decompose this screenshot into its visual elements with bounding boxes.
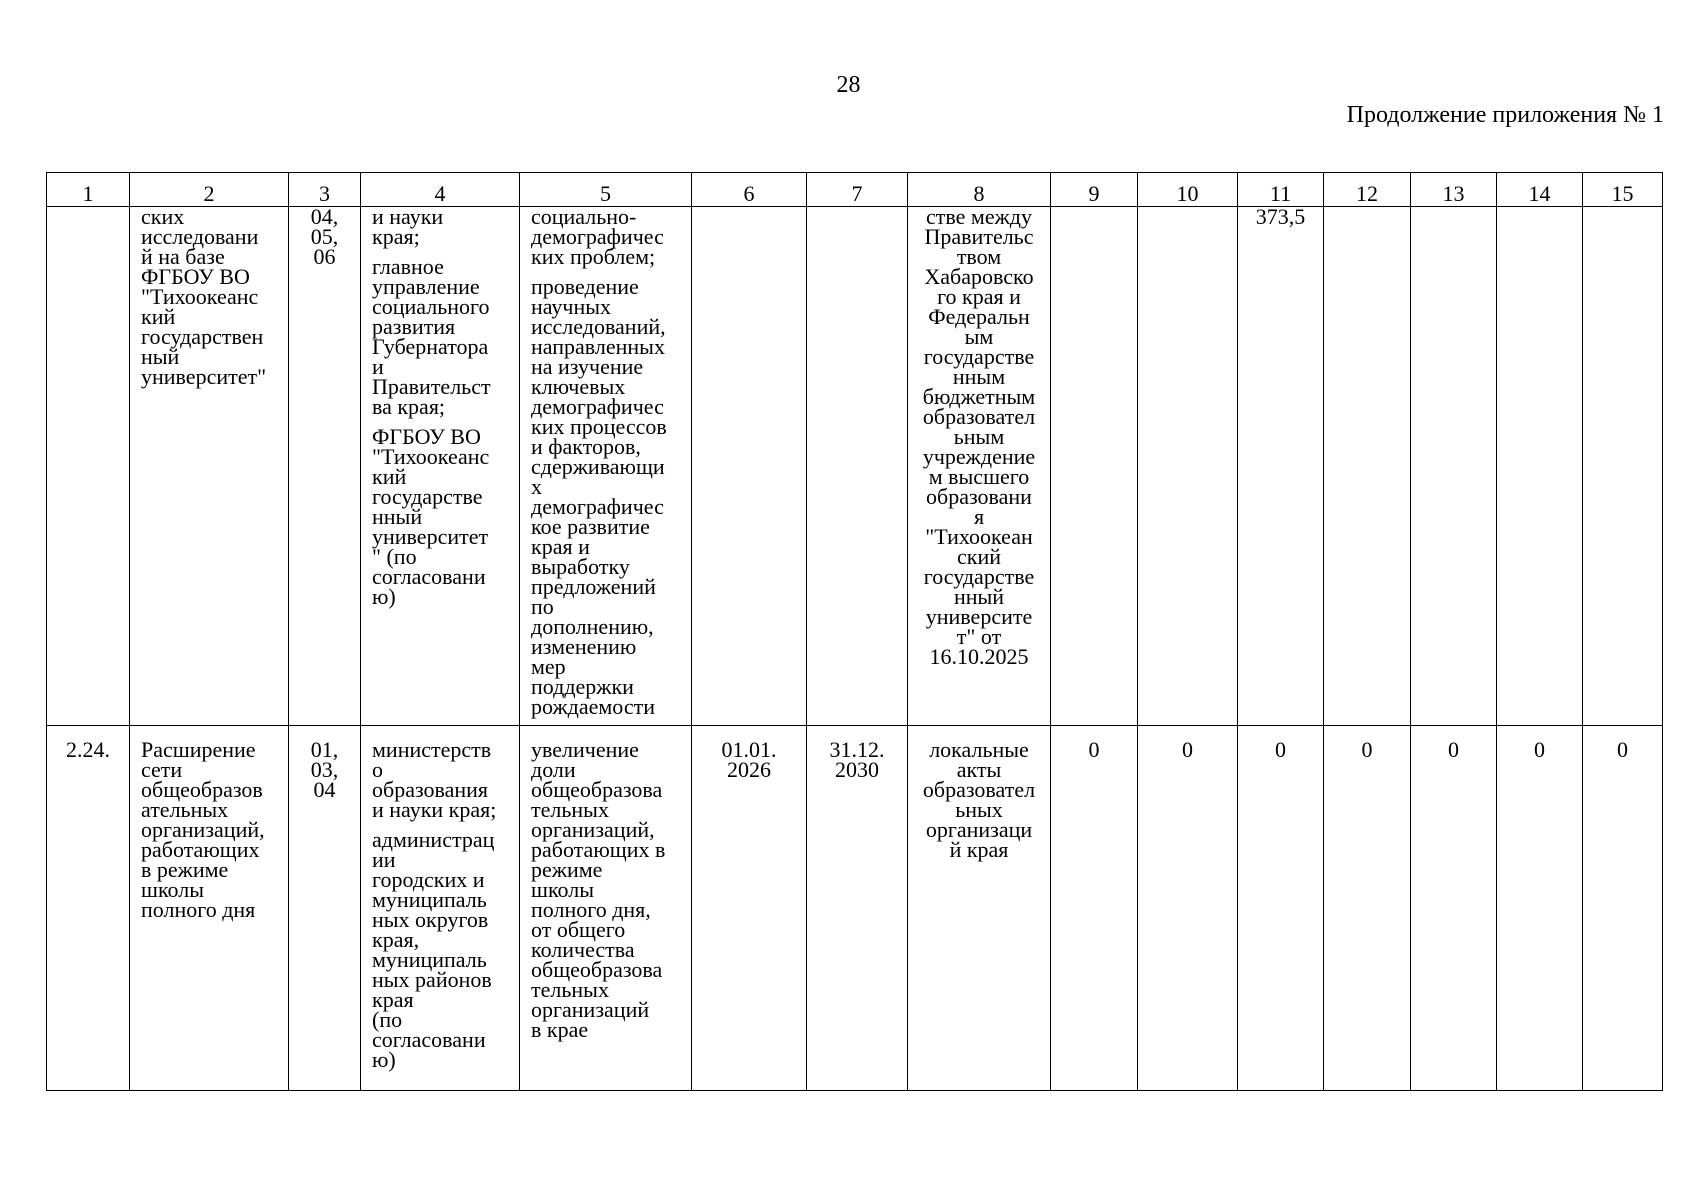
table-row-continued bbox=[47, 207, 1663, 726]
table-header bbox=[47, 173, 1663, 207]
cell-value-11 bbox=[1238, 726, 1324, 1091]
executor-paragraph: и науки края; bbox=[372, 204, 444, 249]
header-col-15: 15 bbox=[1583, 173, 1663, 207]
cell-number bbox=[47, 207, 130, 726]
cell-text: 373,5 bbox=[1255, 204, 1306, 229]
header-col-6: 6 bbox=[692, 173, 807, 207]
cell-text: 01.01. 2026 bbox=[721, 737, 777, 782]
cell-end-date bbox=[807, 207, 908, 726]
cell-value-15 bbox=[1583, 207, 1663, 726]
cell-expected-result bbox=[520, 204, 692, 726]
cell-activity-name bbox=[130, 726, 289, 1091]
header-row bbox=[47, 173, 1663, 207]
cell-value-14 bbox=[1497, 207, 1583, 726]
header-col-3: 3 bbox=[289, 173, 361, 207]
cell-text: увеличение доли общеобразова тельных организаций, работающих в режиме школы полного дня, от общего количества общеобразова тельных организаций в крае bbox=[531, 737, 666, 1042]
table-row-2-24 bbox=[47, 726, 1663, 1091]
cell-value-11 bbox=[1238, 204, 1324, 726]
cell-text: 2.24. bbox=[66, 737, 110, 762]
cell-start-date bbox=[692, 726, 807, 1091]
result-paragraph: проведение научных исследований, направленных на изучение ключевых демографичес ких процессов и факторов, сдерживающи х демографичес кое развитие края и выработку предложений по дополнению, изменению мер поддержки рождаемости bbox=[531, 274, 667, 719]
cell-value-9 bbox=[1051, 207, 1138, 726]
cell-executors bbox=[361, 204, 520, 726]
executor-paragraph: министерств о образования и науки края; bbox=[372, 737, 497, 822]
cell-basis-document bbox=[908, 726, 1051, 1091]
cell-value-15 bbox=[1583, 726, 1663, 1091]
cell-text: 0 bbox=[1448, 737, 1459, 762]
header-col-1: 1 bbox=[47, 173, 130, 207]
header-col-4: 4 bbox=[361, 173, 520, 207]
header-col-2: 2 bbox=[130, 173, 289, 207]
executor-paragraph: главное управление социального развития Губернатора и Правительст ва края; bbox=[372, 254, 491, 419]
cell-text: 0 bbox=[1088, 737, 1100, 762]
cell-value-12 bbox=[1324, 207, 1411, 726]
appendix-table bbox=[46, 172, 1663, 1091]
cell-value-10 bbox=[1138, 207, 1238, 726]
cell-value-12 bbox=[1324, 726, 1411, 1091]
header-col-7: 7 bbox=[807, 173, 908, 207]
header-col-13: 13 bbox=[1411, 173, 1497, 207]
result-paragraph: социально- демографичес ких проблем; bbox=[531, 204, 664, 269]
cell-basis-document bbox=[908, 204, 1051, 726]
cell-text: 0 bbox=[1534, 737, 1545, 762]
header-col-9: 9 bbox=[1051, 173, 1138, 207]
cell-text: ских исследовани й на базе ФГБОУ ВО "Тихоокеанс кий государствен ный университет" bbox=[141, 204, 267, 389]
appendix-continuation-note: Продолжение приложения № 1 bbox=[1346, 102, 1664, 128]
cell-codes bbox=[289, 204, 361, 726]
executor-paragraph: администрац ии городских и муниципаль ных округов края, муниципаль ных районов края (по согласовани ю) bbox=[372, 827, 495, 1072]
cell-text: стве между Правительс твом Хабаровско го края и Федеральн ым государстве нным бюджетным образовател ьным учреждение м высшего образовани я "Тихоокеан ский государстве нный университе т" от 16.10.2025 bbox=[922, 204, 1036, 669]
header-col-12: 12 bbox=[1324, 173, 1411, 207]
cell-text: 31.12. 2030 bbox=[829, 737, 885, 782]
cell-value-14 bbox=[1497, 726, 1583, 1091]
header-col-5: 5 bbox=[520, 173, 692, 207]
cell-text: Расширение сети общеобразов ательных организаций, работающих в режиме школы полного дня bbox=[141, 737, 265, 922]
header-col-10: 10 bbox=[1138, 173, 1238, 207]
cell-value-10 bbox=[1138, 726, 1238, 1091]
cell-text: 04, 05, 06 bbox=[310, 204, 339, 269]
cell-value-13 bbox=[1411, 207, 1497, 726]
header-col-14: 14 bbox=[1497, 173, 1583, 207]
cell-text: 0 bbox=[1361, 737, 1373, 762]
page-number: 28 bbox=[836, 72, 861, 98]
cell-codes bbox=[289, 726, 361, 1091]
cell-text: 0 bbox=[1617, 737, 1628, 762]
cell-activity-name bbox=[130, 204, 289, 726]
cell-executors bbox=[361, 726, 520, 1091]
cell-start-date bbox=[692, 207, 807, 726]
cell-text: локальные акты образовател ьных организаци й края bbox=[922, 737, 1036, 862]
cell-value-9 bbox=[1051, 726, 1138, 1091]
cell-text: 01, 03, 04 bbox=[310, 737, 339, 802]
cell-text: 0 bbox=[1182, 737, 1193, 762]
executor-paragraph: ФГБОУ ВО "Тихоокеанс кий государстве нный университет " (по согласовани ю) bbox=[372, 424, 490, 609]
cell-number bbox=[47, 726, 130, 1091]
cell-value-13 bbox=[1411, 726, 1497, 1091]
cell-end-date bbox=[807, 726, 908, 1091]
cell-text: 0 bbox=[1275, 737, 1286, 762]
header-col-8: 8 bbox=[908, 173, 1051, 207]
cell-expected-result bbox=[520, 726, 692, 1091]
header-col-11: 11 bbox=[1238, 173, 1324, 207]
